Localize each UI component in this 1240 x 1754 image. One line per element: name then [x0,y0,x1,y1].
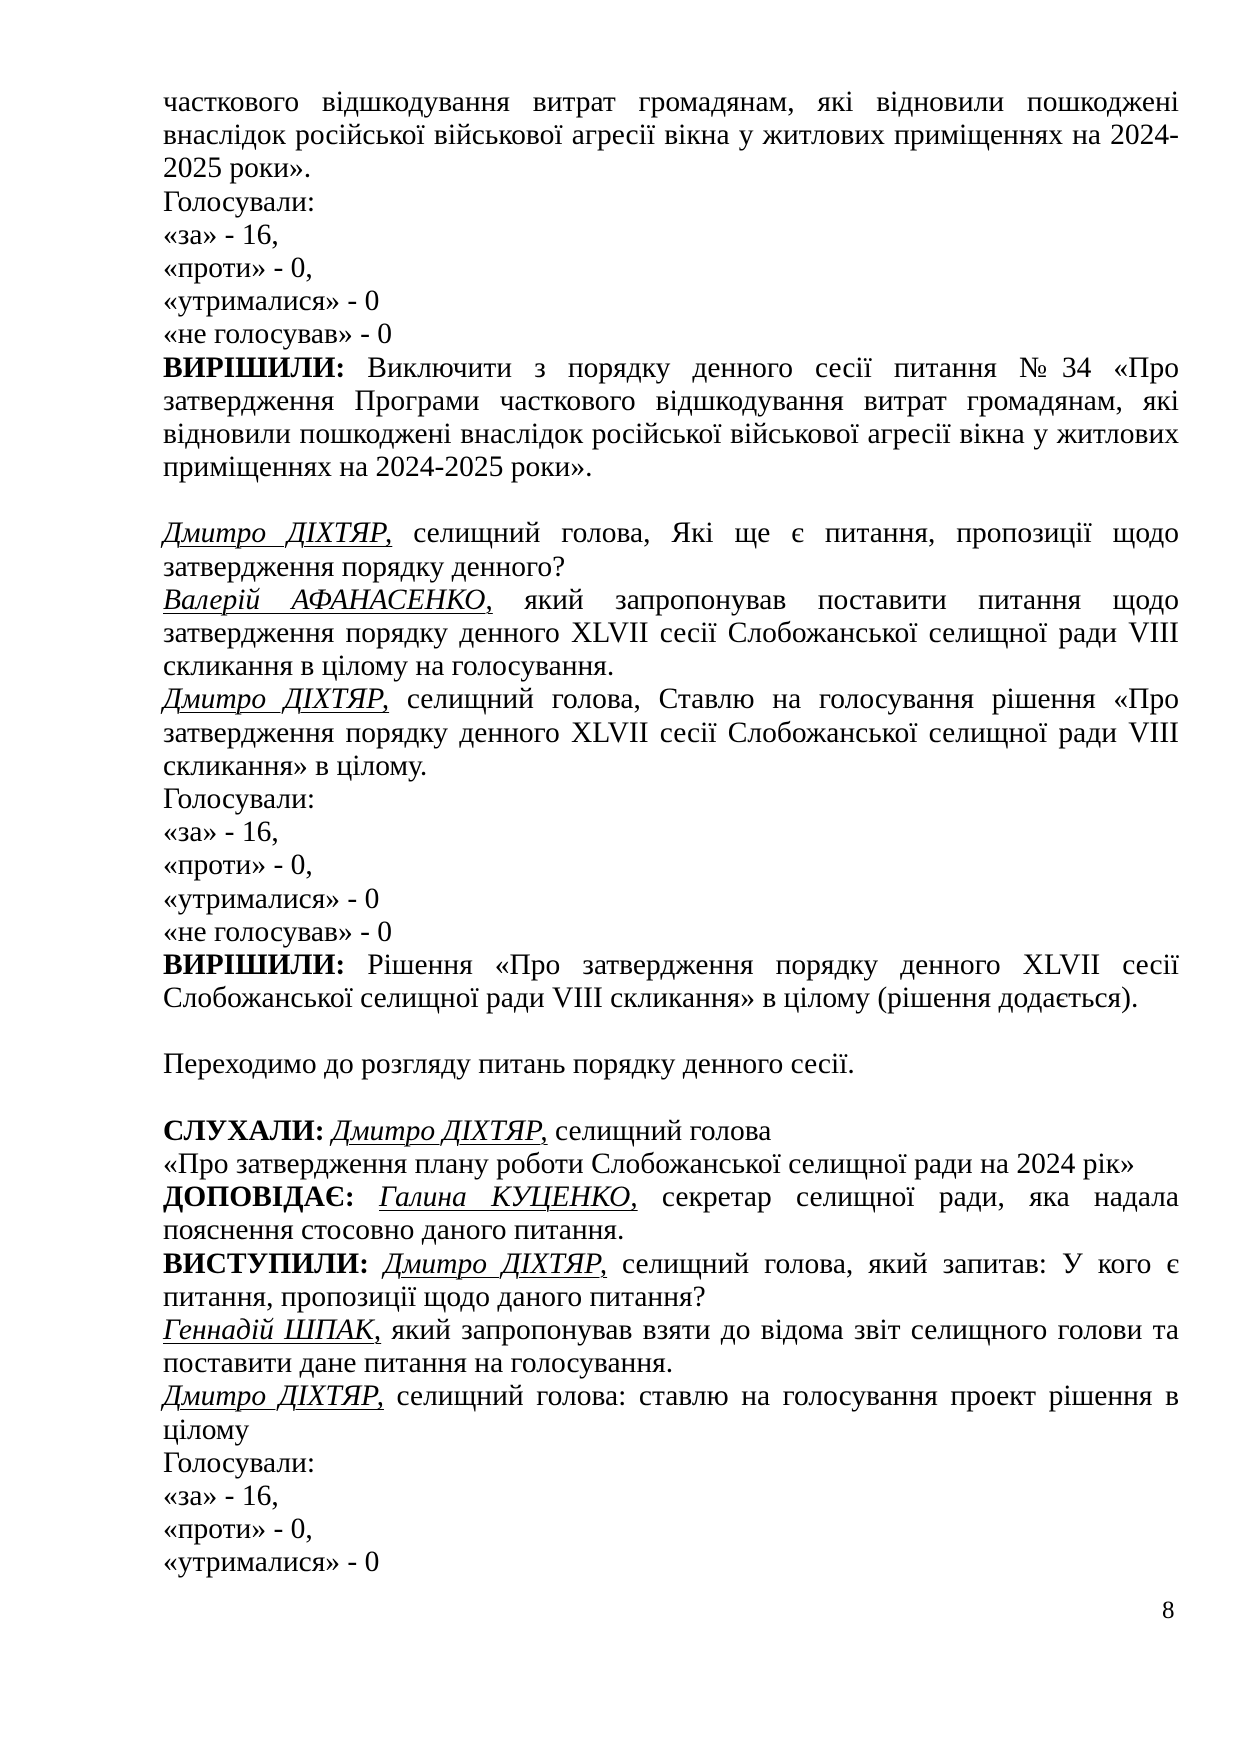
decision-paragraph-2 [163,949,1179,1015]
vote-heading: Голосували: [163,1446,316,1479]
vote-for: «за» - 16, [163,218,279,251]
speaker-name: Дмитро ДІХТЯР, [163,1380,384,1413]
speaker-name: Валерій АФАНАСЕНКО, [163,583,493,616]
decided-label: ВИРІШИЛИ: [163,351,346,384]
vote-heading: Голосували: [163,185,316,218]
spoke-paragraph [163,1248,1179,1314]
statement-text: який запропонував поставити питання щодо затвердження порядку денного XLVII сесії Слобожанської селищної ради VIII скликання в цілому на голосування. [163,583,1179,683]
report-paragraph [163,1181,1179,1247]
continued-paragraph: часткового відшкодування витрат громадянам, які відновили пошкоджені внаслідок російської військової агресії вікна у житлових приміщеннях на 2024-2025 роки». [163,86,1179,185]
vote-against: «проти» - 0, [163,849,313,882]
page-number: 8 [1162,1597,1175,1624]
vote-block-2 [163,783,1179,949]
document-body [163,86,1179,1580]
vote-for: «за» - 16, [163,816,279,849]
spoke-label: ВИСТУПИЛИ: [163,1247,369,1280]
speaker-name: Галина КУЦЕНКО, [379,1181,638,1214]
statement-5 [163,1380,1179,1446]
decision-text: Виключити з порядку денного сесії питання №34 «Про затвердження Програми часткового відшкодування витрат громадянам, які відновили пошкоджені внаслідок російської військової агресії вікна у житлових приміщеннях на 2024-2025 роки». [163,351,1179,484]
speaker-role: селищний голова [547,1114,772,1147]
vote-abstained: «утрималися» - 0 [163,1546,380,1579]
vote-against: «проти» - 0, [163,1513,313,1546]
agenda-topic: «Про затвердження плану роботи Слобожанської селищної ради на 2024 рік» [163,1147,1135,1180]
vote-heading: Голосували: [163,783,316,816]
report-text: секретар селищної ради, яка надала пояснення стосовно даного питання. [163,1181,1179,1247]
decision-paragraph-1 [163,352,1179,485]
statement-text: селищний голова, Які ще є питання, пропозиції щодо затвердження порядку денного? [163,517,1179,583]
decision-text: Рішення «Про затвердження порядку денного XLVII сесії Слобожанської селищної ради VIII скликання» в цілому (рішення додається). [163,949,1179,1015]
vote-not-voted: «не голосував» - 0 [163,318,393,351]
speaker-name: Дмитро ДІХТЯР, [383,1247,608,1280]
heard-label: СЛУХАЛИ: [163,1114,325,1147]
statement-text: селищний голова, Ставлю на голосування рішення «Про затвердження порядку денного XLVII сесії Слобожанської селищної ради VIII скликання» в цілому. [163,683,1179,782]
vote-for: «за» - 16, [163,1479,279,1512]
statement-text: селищний голова: ставлю на голосування проект рішення в цілому [163,1380,1179,1446]
transition-paragraph: Переходимо до розгляду питань порядку денного сесії. [163,1048,855,1081]
vote-block-3 [163,1447,1179,1580]
speaker-name: Геннадій ШПАК, [163,1313,382,1346]
spoke-text: селищний голова, який запитав: У кого є питання, пропозиції щодо даного питання? [163,1247,1180,1313]
spacer [163,484,1179,517]
spacer [163,1015,1179,1048]
statement-3 [163,683,1179,783]
statement-1 [163,517,1179,583]
vote-abstained: «утрималися» - 0 [163,285,380,318]
vote-abstained: «утрималися» - 0 [163,882,380,915]
statement-2 [163,584,1179,684]
speaker-name: Дмитро ДІХТЯР, [163,683,390,716]
statement-text: який запропонував взяти до відома звіт селищного голови та поставити дане питання на голосування. [163,1313,1179,1380]
speaker-name: Дмитро ДІХТЯР, [163,517,393,550]
spacer [163,1082,1179,1115]
speaker-name: Дмитро ДІХТЯР, [331,1114,548,1147]
statement-4 [163,1314,1179,1380]
report-label: ДОПОВІДАЄ: [163,1181,355,1214]
vote-not-voted: «не голосував» - 0 [163,915,393,948]
vote-block-1 [163,186,1179,352]
heard-line [163,1115,1179,1148]
decided-label: ВИРІШИЛИ: [163,949,346,982]
vote-against: «проти» - 0, [163,252,313,285]
